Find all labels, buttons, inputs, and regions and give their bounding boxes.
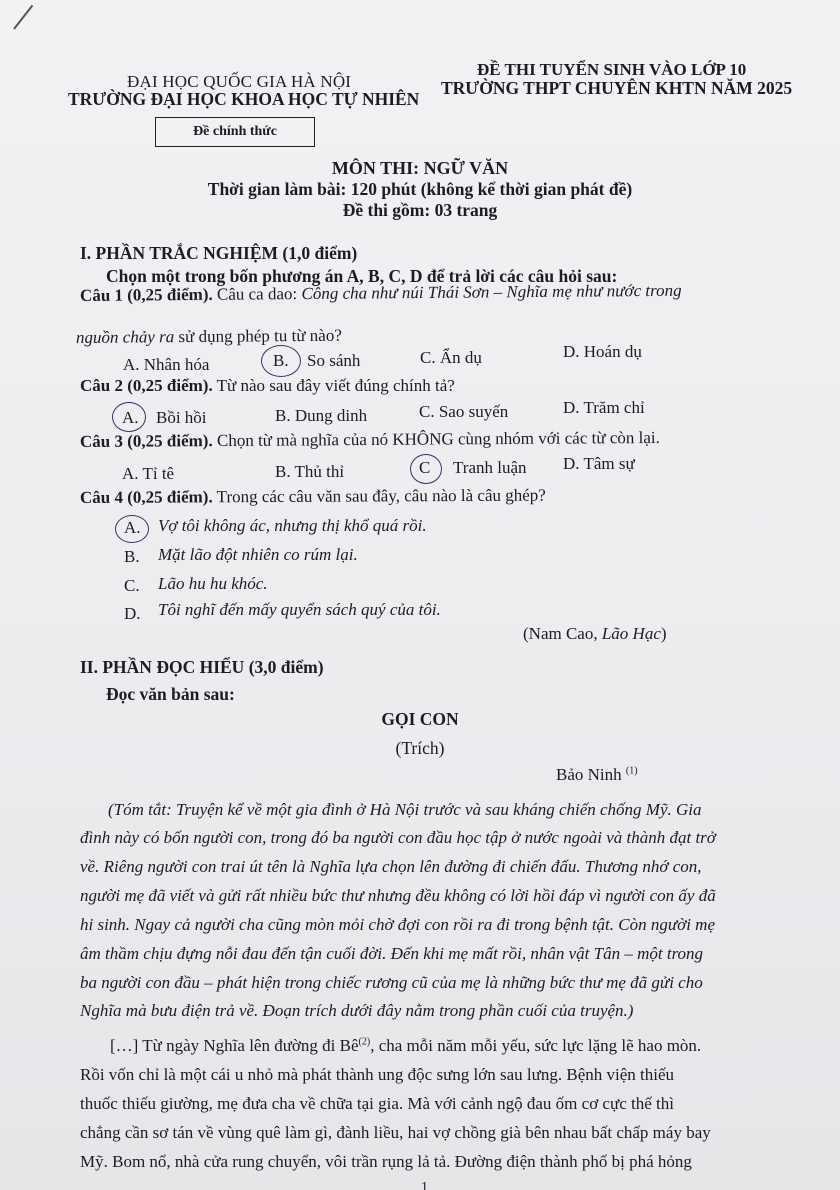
author: Bảo Ninh $^{(1)}$ — [556, 765, 638, 784]
q2-option-a-text: Bồi hồi — [156, 408, 207, 427]
summary-line: người mẹ đã viết và gửi rất nhiều bức thư nhưng đều không có lời hồi đáp vì người con ấy đã — [80, 886, 716, 905]
q1-option-a: A. Nhân hóa — [123, 355, 210, 374]
q4-option-d-text: Tôi nghĩ đến mấy quyển sách quý của tôi. — [158, 600, 441, 619]
q2-stem: Câu 2 (0,25 điểm). Từ nào sau đây viết đúng chính tả? — [80, 376, 455, 395]
q3-option-c-text: Tranh luận — [453, 458, 527, 477]
subject-title: MÔN THI: NGỮ VĂN — [331, 158, 509, 178]
q3-option-b: B. Thủ thỉ — [275, 462, 345, 481]
body-line: Rồi vốn chỉ là một cái u nhỏ mà phát thành ung độc sưng lớn sau lưng. Bệnh viện thiếu — [80, 1065, 674, 1084]
summary-line: Nghĩa mà bưu điện trả về. Đoạn trích dưới đây nằm trong phần cuối của truyện.) — [80, 1001, 634, 1020]
page-count: Đề thi gồm: 03 trang — [342, 200, 498, 220]
q4-option-b-letter: B. — [124, 547, 140, 566]
q4-option-b-text: Mặt lão đột nhiên co rúm lại. — [158, 545, 358, 564]
q3-option-d: D. Tâm sự — [563, 454, 635, 473]
section1-instruction: Chọn một trong bốn phương án A, B, C, D để trả lời các câu hỏi sau: — [106, 266, 618, 286]
q4-option-c-text: Lão hu hu khóc. — [158, 574, 268, 593]
q4-option-a-text: Vợ tôi không ác, nhưng thị khổ quá rồi. — [158, 516, 427, 535]
school-name: TRƯỜNG ĐẠI HỌC KHOA HỌC TỰ NHIÊN — [68, 89, 420, 109]
q2-option-c: C. Sao suyến — [419, 402, 509, 421]
q1-option-d: D. Hoán dụ — [563, 342, 642, 361]
body-line: chẳng cần sơ tán về vùng quê làm gì, đành liều, hai vợ chồng già bên nhau bất chấp máy bay — [80, 1123, 711, 1142]
q1-option-b-text: So sánh — [307, 351, 361, 370]
q2-option-b: B. Dung dinh — [275, 406, 368, 425]
q2-option-a-letter: A. — [122, 408, 139, 427]
q4-option-d-letter: D. — [124, 604, 141, 623]
q3-option-a: A. Tỉ tê — [122, 464, 175, 483]
summary-line: về. Riêng người con trai út tên là Nghĩa lựa chọn lên đường đi chiến đấu. Thương nhớ con, — [80, 857, 702, 876]
q4-option-c-letter: C. — [124, 576, 140, 595]
section2-instruction: Đọc văn bản sau: — [106, 684, 235, 704]
summary-line: (Tóm tắt: Truyện kể về một gia đình ở Hà Nội trước và sau kháng chiến chống Mỹ. Gia — [108, 800, 702, 819]
duration: Thời gian làm bài: 120 phút (không kể thời gian phát đề) — [207, 179, 633, 199]
q3-option-c-letter: C — [419, 458, 431, 477]
exam-school: TRƯỜNG THPT CHUYÊN KHTN NĂM 2025 — [441, 78, 793, 98]
q4-source: (Nam Cao, Lão Hạc) — [523, 624, 667, 643]
section1-heading: I. PHẦN TRẮC NGHIỆM (1,0 điểm) — [80, 243, 358, 263]
section2-heading: II. PHẦN ĐỌC HIỂU (3,0 điểm) — [80, 657, 324, 677]
summary-line: ba người con đầu – phát hiện trong chiếc rương cũ của mẹ là những bức thư mẹ đã gửi cho — [80, 973, 703, 992]
q2-option-d: D. Trăm chỉ — [563, 398, 645, 417]
body-line: Mỹ. Bom nổ, nhà cửa rung chuyển, vôi trần rụng lả tả. Đường điện thành phố bị phá hỏng — [80, 1152, 692, 1171]
body-line: […] Từ ngày Nghĩa lên đường đi $Bê^{(2)}$, cha mỗi năm mỗi yếu, sức lực lặng lẽ hao mòn. — [110, 1036, 702, 1055]
q4-option-a-letter: A. — [124, 518, 141, 537]
excerpt-note: (Trích) — [395, 738, 445, 758]
summary-line: âm thầm chịu đựng nỗi đau đến tận cuối đời. Đến khi mẹ mất rồi, nhân vật Tân – một trong — [80, 944, 704, 963]
q1-option-b-letter: B. — [273, 351, 289, 370]
official-label: Đề chính thức — [155, 117, 315, 147]
story-title: GỌI CON — [381, 709, 459, 729]
summary-line: hi sinh. Ngay cả người cha cũng mòn mỏi chờ đợi con rồi ra đi trong bệnh tật. Còn người mẹ — [80, 915, 715, 934]
pen-mark — [13, 5, 33, 30]
university-name: ĐẠI HỌC QUỐC GIA HÀ NỘI — [127, 72, 352, 91]
q1-stem-cont: nguồn chảy ra sử dụng phép tu từ nào? — [75, 325, 342, 347]
page-number: 1 — [421, 1180, 428, 1190]
exam-title: ĐỀ THI TUYỂN SINH VÀO LỚP 10 — [477, 60, 747, 79]
summary-line: đình này có bốn người con, trong đó ba người con đầu học tập ở nước ngoài và thành đạt trở — [80, 828, 716, 847]
q3-stem: Câu 3 (0,25 điểm). Chọn từ mà nghĩa của nó KHÔNG cùng nhóm với các từ còn lại. — [79, 427, 660, 451]
q1-stem: Câu 1 (0,25 điểm). Câu ca dao: Công cha như núi Thái Sơn – Nghĩa mẹ như nước trong — [79, 280, 682, 305]
q1-option-c: C. Ẩn dụ — [420, 348, 482, 367]
q4-stem: Câu 4 (0,25 điểm). Trong các câu văn sau đây, câu nào là câu ghép? — [79, 485, 546, 507]
body-line: thuốc thiếu giường, mẹ đưa cha về chữa tại gia. Mà với cảnh ngộ đau ốm cơ cực thế thì — [80, 1094, 674, 1113]
